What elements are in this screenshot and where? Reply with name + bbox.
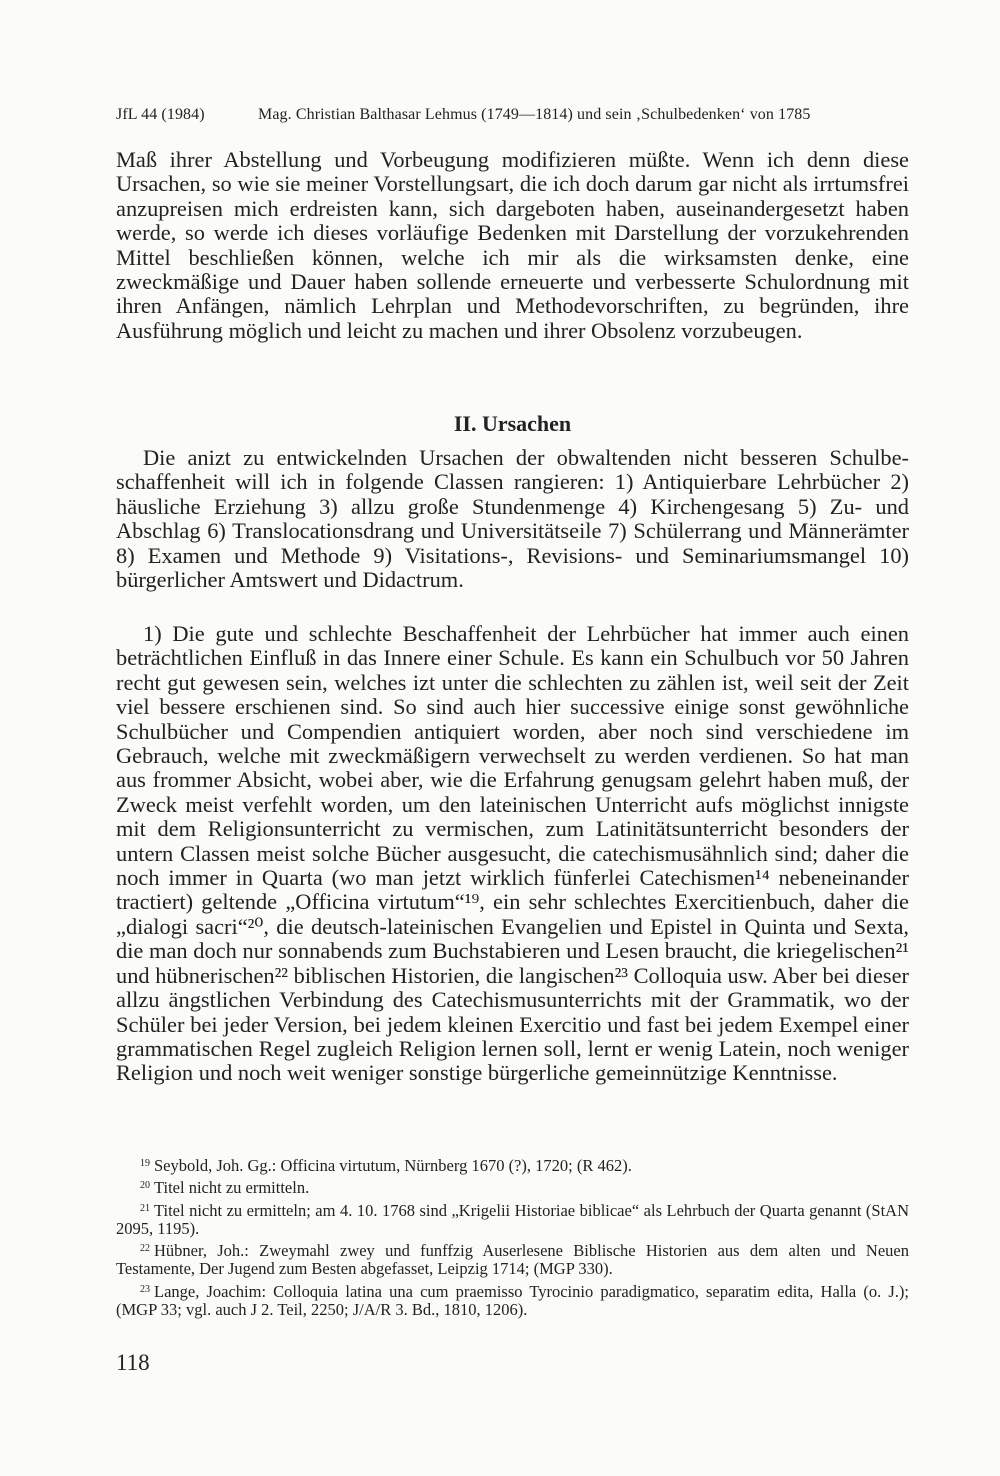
article-title: Mag. Christian Balthasar Lehmus (1749—1814) und sein ‚Schulbedenken‘ von 1785 — [258, 106, 811, 123]
footnote-text: Lange, Joachim: Colloquia latina una cum praemisso Tyrocinio paradigmatico, separatim edita, Halla (o. J.); (MGP 33; vgl. auch J 2. Teil, 2250; J/A/R 3. Bd., 1810, 1206). — [116, 1281, 909, 1320]
footnote-number: 20 — [140, 1180, 150, 1192]
footnote-number: 22 — [140, 1243, 150, 1255]
footnote — [116, 1281, 909, 1320]
intro-paragraph-block — [116, 148, 909, 343]
body-paragraph: 1) Die gute und schlechte Beschaffenheit der Lehrbücher hat immer auch einen beträchtlichen Einfluß in das Innere einer Schule. Es kann ein Schulbuch vor 50 Jahren recht gut gewesen sein, welches izt unter die schlechten zu zählen ist, weil seit der Zeit viel bessere erschienen sind. So sind auch hier successive einige sonst gewöhnliche Schulbücher und Compendien antiquiert worden, aber noch sind verschiedene im Gebrauch, welche mit zweckmäßigern verwechselt zu werden verdienen. So hat man aus frommer Absicht, wobei aber, wie die Erfahrung genugsam gelehrt haben muß, der Zweck meist verfehlt worden, um den lateinischen Unterricht aufs möglichst innigste mit dem Religionsunterricht zu vermischen, zum Latinitätsunterricht besonders der untern Classen meist solche Bücher ausgesucht, die catechismusähnlich sind; daher die noch immer in Quarta (wo man jetzt wirklich fünferlei Catechismen¹⁴ nebeneinander tractiert) geltende „Officina virtutum“¹⁹, ein sehr schlechtes Exercitienbuch, daher die „dialogi sacri“²⁰, die deutsch-lateinischen Evangelien und Epistel in Quinta und Sexta, die man doch nur sonnabends zum Buchstabieren und Lesen braucht, die kriegelischen²¹ und hübnerischen²² biblischen Historien, die langischen²³ Colloquia usw. Aber bei dieser allzu ängstlichen Verbindung des Catechismusunterrichts mit der Grammatik, wo der Schüler bei jeder Version, bei jedem kleinen Exercitio und fast bei jedem Exempel einer grammatischen Regel zugleich Religion lernen soll, lernt er wenig Latein, noch weniger Religion und noch weit weniger sonstige bürgerliche gemeinnützige Kenntnisse. — [116, 621, 909, 1086]
footnote-text: Seybold, Joh. Gg.: Officina virtutum, Nürnberg 1670 (?), 1720; (R 462). — [154, 1156, 632, 1175]
footnote-text: Titel nicht zu ermitteln. — [154, 1178, 310, 1198]
footnote-number: 19 — [140, 1158, 150, 1169]
causes-paragraph-block — [116, 446, 909, 592]
footnote-number: 21 — [140, 1202, 150, 1214]
running-header — [116, 106, 916, 124]
footnote-number: 23 — [140, 1283, 150, 1295]
journal-reference: JfL 44 (1984) — [116, 106, 205, 123]
body-paragraph: Maß ihrer Abstellung und Vorbeugung modifizieren müßte. Wenn ich denn diese Ursachen, so wie sie meiner Vorstellungsart, die ich doch darum gar nicht als irrtumsfrei anzupreisen mich erdreisten kann, sich dargeboten haben, auseinandergesetzt haben werde, so werde ich dieses vorläufige Bedenken mit Darstellung der vorzukehrenden Mittel beschließen können, welche ich mir als die wirksamsten denke, eine zweckmäßige und Dauer haben sollende erneuerte und verbesserte Schulordnung mit ihren Anfängen, nämlich Lehrplan und Methodevorschriften, zu begründen, ihre Ausführung möglich und leicht zu machen und ihrer Obsolenz vorzubeugen. — [116, 147, 909, 343]
textbooks-paragraph-block — [116, 622, 909, 1086]
footnote — [116, 1177, 909, 1197]
section-heading: II. Ursachen — [453, 411, 572, 436]
footnote — [116, 1155, 909, 1175]
footnote — [116, 1240, 909, 1279]
footnote-text: Titel nicht zu ermitteln; am 4. 10. 1768 sind „Krigelii Historiae biblicae“ als Lehrbuch der Quarta genannt (StAN 2095, 1195). — [116, 1200, 909, 1238]
page-number: 118 — [116, 1350, 150, 1375]
body-paragraph: Die anizt zu entwickelnden Ursachen der obwaltenden nicht besseren Schulbeschaffenheit will ich in folgende Classen rangieren: 1) Antiquierbare Lehrbücher 2) häusliche Erziehung 3) allzu große Stundenmenge 4) Kirchengesang 5) Zu- und Abschlag 6) Translocationsdrang und Universitätseile 7) Schülerrang und Männerämter 8) Examen und Methode 9) Visitations-, Revisions- und Seminariumsmangel 10) bürgerlicher Amtswert und Didactrum. — [116, 445, 909, 593]
footnote-text: Hübner, Joh.: Zweymahl zwey und funffzig Auserlesene Biblische Historien aus dem alten und Neuen Testamente, Der Jugend zum Besten abgefasset, Leipzig 1714; (MGP 330). — [116, 1241, 909, 1279]
footnote — [116, 1200, 909, 1239]
footnotes — [116, 1155, 909, 1321]
